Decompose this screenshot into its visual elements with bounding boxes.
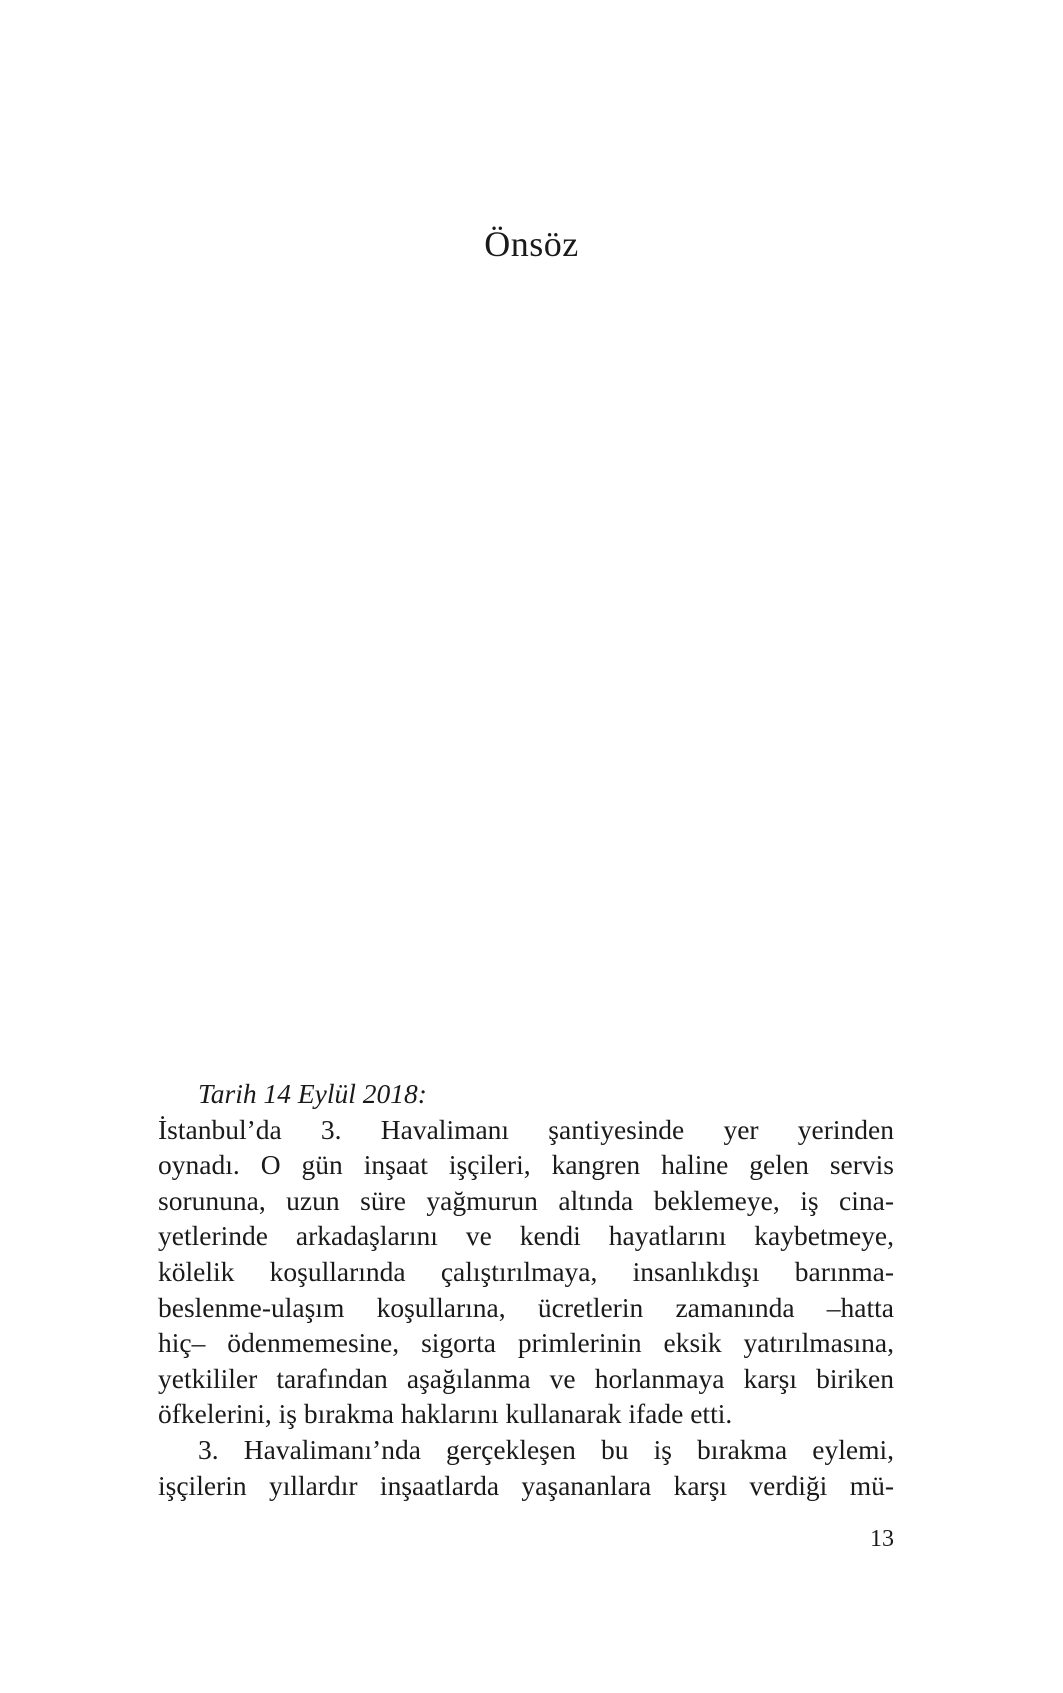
text-line: kölelik koşullarında çalıştırılmaya, insanlıkdışı barınma- [158, 1255, 894, 1287]
text-line: yetkililer tarafından aşağılanma ve horlanmaya karşı biriken [158, 1362, 894, 1394]
text-line: sorununa, uzun süre yağmurun altında beklemeye, iş cina- [158, 1184, 894, 1216]
paragraph-2 [158, 1432, 894, 1503]
text-line: 3. Havalimanı’nda gerçekleşen bu iş bırakma eylemi, [198, 1433, 894, 1465]
body-text [158, 1076, 894, 1503]
text-line: beslenme-ulaşım koşullarına, ücretlerin zamanında –hatta [158, 1291, 894, 1323]
date-line: Tarih 14 Eylül 2018: [198, 1078, 427, 1109]
text-line: yetlerinde arkadaşlarını ve kendi hayatlarını kaybetmeye, [158, 1220, 894, 1252]
text-line: öfkelerini, iş bırakma haklarını kullanarak ifade etti. [158, 1398, 733, 1430]
text-line: İstanbul’da 3. Havalimanı şantiyesinde yer yerinden [158, 1113, 894, 1145]
text-line: hiç– ödenmemesine, sigorta primlerinin eksik yatırılmasına, [158, 1327, 894, 1359]
paragraph-1 [158, 1112, 894, 1432]
chapter-title: Önsöz [484, 224, 579, 264]
page-number: 13 [870, 1526, 894, 1552]
text-line: işçilerin yıllardır inşaatlarda yaşananlara karşı verdiği mü- [158, 1469, 894, 1501]
text-line: oynadı. O gün inşaat işçileri, kangren haline gelen servis [158, 1149, 894, 1181]
